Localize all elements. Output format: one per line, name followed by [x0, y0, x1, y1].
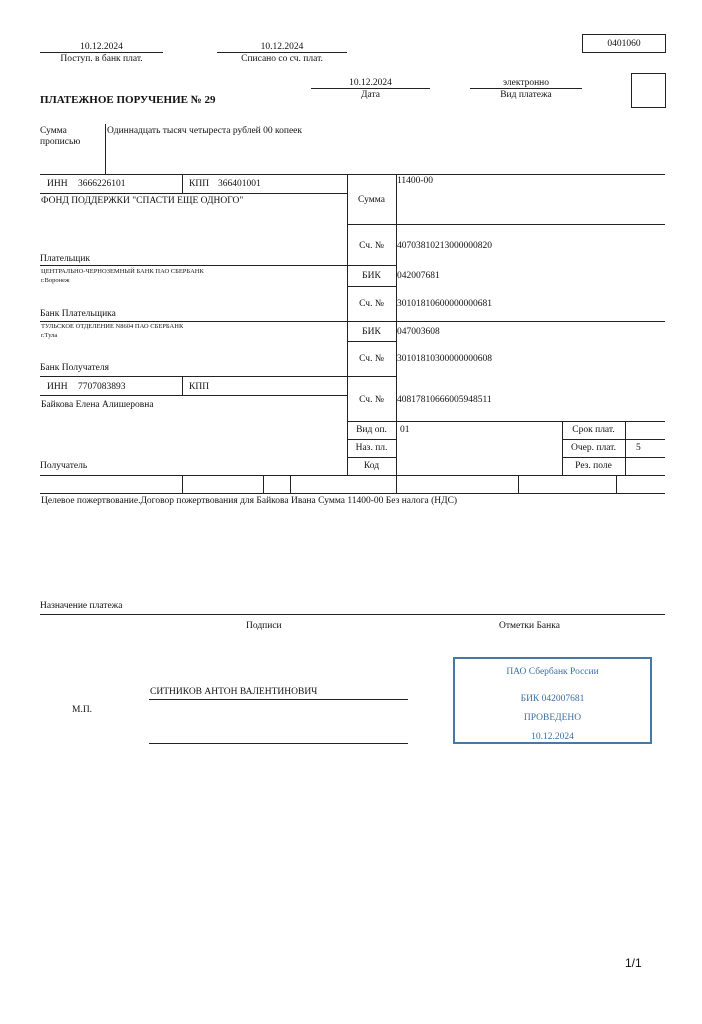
stamp-bank: ПАО Сбербанк России — [506, 667, 599, 677]
page-number: 1/1 — [625, 956, 642, 970]
payer-account-label: Сч. № — [359, 241, 384, 251]
payee-bank-label: Банк Получателя — [40, 363, 109, 373]
payer-bik-label: БИК — [362, 271, 381, 281]
payer-amount: 11400-00 — [397, 176, 434, 186]
bank-marks-label: Отметки Банка — [499, 621, 560, 631]
payer-label: Плательщик — [40, 254, 91, 264]
payer-kpp: 366401001 — [218, 179, 261, 189]
amount-words-label-2: прописью — [40, 137, 81, 147]
payer-bank-account-label: Сч. № — [359, 299, 384, 309]
payee-bank-account: 30101810300000000608 — [397, 354, 492, 364]
page-title: ПЛАТЕЖНОЕ ПОРУЧЕНИЕ № 29 — [40, 94, 216, 106]
purpose-text: Целевое пожертвование.Договор пожертвования для Байкова Ивана Сумма 11400-00 Без налога (НДС) — [41, 496, 458, 506]
order-date: 10.12.2024 — [349, 78, 392, 88]
payer-inn: 3666226101 — [78, 179, 126, 189]
priority-label: Очер. плат. — [571, 443, 616, 453]
date-received: 10.12.2024 — [80, 42, 123, 52]
payee-inn: 7707083893 — [78, 382, 126, 392]
stamp-bik: БИК 042007681 — [520, 694, 585, 704]
date-received-label: Поступ. в банк плат. — [60, 54, 143, 64]
code-label: Код — [363, 461, 380, 471]
payee-inn-label: ИНН — [47, 382, 68, 392]
payer-bank-account: 30101810600000000681 — [397, 299, 492, 309]
seal-label: М.П. — [72, 705, 93, 715]
payment-type: электронно — [502, 78, 550, 88]
payee-bank-account-label: Сч. № — [359, 354, 384, 364]
bank-stamp — [453, 657, 652, 744]
payee-account-label: Сч. № — [359, 395, 384, 405]
form-code: 0401060 — [607, 39, 641, 49]
payee-kpp-label: КПП — [189, 382, 210, 392]
op-type: 01 — [400, 425, 410, 435]
payer-account: 40703810213000000820 — [397, 241, 492, 251]
date-debited: 10.12.2024 — [260, 42, 304, 52]
payee-name: Байкова Елена Алишеровна — [41, 400, 154, 410]
status-box — [631, 73, 666, 108]
payee-bank-name: ТУЛЬСКОЕ ОТДЕЛЕНИЕ N8604 ПАО СБЕРБАНК — [41, 323, 184, 330]
signatures-label: Подписи — [246, 621, 282, 631]
form-code-box — [582, 34, 666, 53]
amount-words-value: Одиннадцать тысяч четыреста рублей 00 копеек — [107, 126, 303, 136]
order-date-label: Дата — [361, 90, 380, 100]
payer-name: ФОНД ПОДДЕРЖКИ "СПАСТИ ЕЩЕ ОДНОГО" — [41, 196, 244, 206]
payer-kpp-label: КПП — [189, 179, 210, 189]
payee-bik: 047003608 — [397, 327, 440, 337]
payee-bik-label: БИК — [362, 327, 381, 337]
priority: 5 — [636, 443, 641, 453]
payee-bank-city: г.Тула — [41, 332, 58, 339]
payee-account: 40817810666005948511 — [397, 395, 492, 405]
payer-bank-city: г.Воронеж — [41, 277, 70, 284]
op-type-label: Вид оп. — [356, 425, 387, 435]
signer-name: СИТНИКОВ АНТОН ВАЛЕНТИНОВИЧ — [150, 687, 318, 697]
stamp-date: 10.12.2024 — [531, 732, 574, 742]
payment-type-label: Вид платежа — [500, 90, 552, 100]
purpose-code-label: Наз. пл. — [355, 443, 388, 453]
payer-bank-name: ЦЕНТРАЛЬНО-ЧЕРНОЗЕМНЫЙ БАНК ПАО СБЕРБАНК — [41, 268, 204, 275]
payer-inn-label: ИНН — [47, 179, 68, 189]
reserve-label: Рез. поле — [575, 461, 612, 471]
payer-bik: 042007681 — [397, 271, 440, 281]
date-debited-label: Списано со сч. плат. — [241, 54, 323, 64]
payee-label: Получатель — [40, 461, 88, 471]
amount-words-label-1: Сумма — [40, 126, 67, 136]
payer-bank-label: Банк Плательщика — [40, 309, 116, 319]
purpose-label: Назначение платежа — [40, 601, 123, 611]
term-label: Срок плат. — [572, 425, 615, 435]
amount-label: Сумма — [358, 195, 385, 205]
stamp-status: ПРОВЕДЕНО — [523, 713, 582, 723]
